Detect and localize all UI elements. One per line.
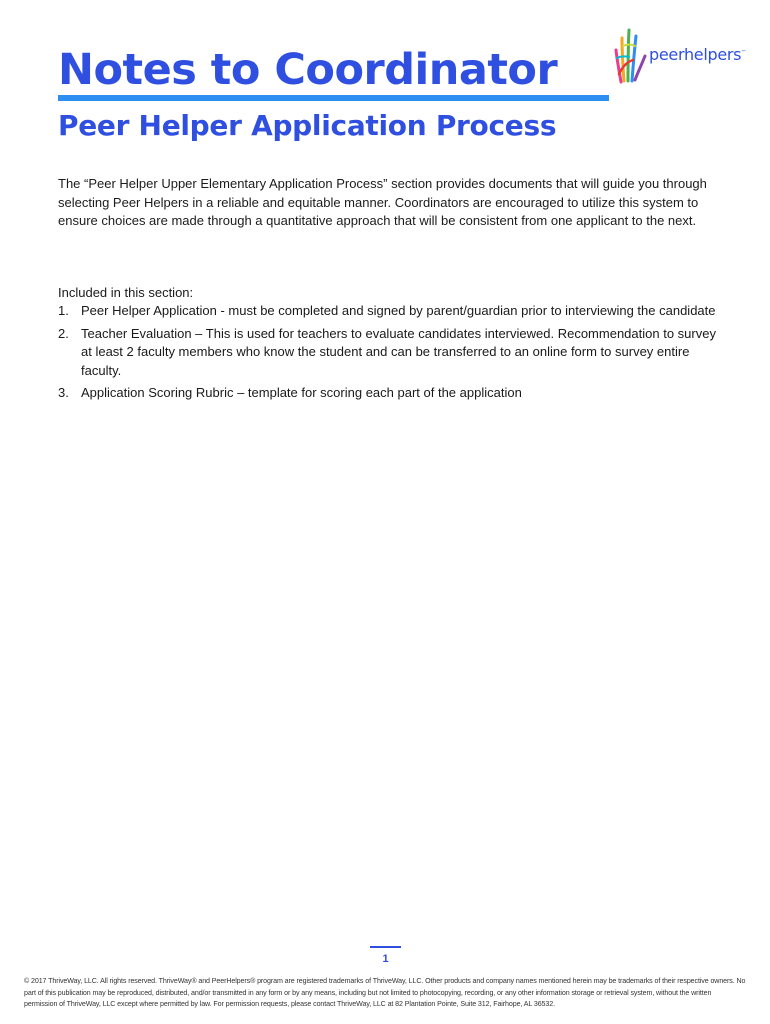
logo-wordmark: peerhelpers™	[649, 45, 746, 64]
included-items-list	[58, 302, 718, 407]
included-label: Included in this section:	[58, 285, 194, 300]
list-item-text: Teacher Evaluation – This is used for teachers to evaluate candidates interviewed. Recommendation to survey at least 2 faculty members who know the student and can be transferred to an online form to survey entire faculty.	[81, 325, 716, 378]
copyright-notice: © 2017 ThriveWay, LLC. All rights reserved. ThriveWay® and PeerHelpers® program are registered trademarks of ThriveWay, LLC. Other products and company names mentioned herein may be trademarks of their respective owners. No part of this publication may be reproduced, distributed, and/or transmitted in any form or by any means, including but not limited to photocopying, recording, or any other information storage or retrieval system, without the written permission of ThriveWay, LLC except where permitted by law. For permission requests, please contact ThriveWay, LLC at 82 Plantation Pointe, Suite 312, Fairhope, AL 36532.	[24, 977, 746, 1008]
title-underline	[58, 95, 609, 101]
page-number-rule	[370, 946, 401, 948]
list-item	[58, 325, 718, 381]
intro-paragraph: The “Peer Helper Upper Elementary Application Process” section provides documents that will guide you through selecting Peer Helpers in a reliable and equitable manner. Coordinators are encouraged to utilize this system to ensure choices are made through a quantitative approach that will be consistent from one applicant to the next.	[58, 176, 707, 228]
list-item-text: Application Scoring Rubric – template for scoring each part of the application	[81, 385, 522, 400]
peerhelpers-logo	[611, 26, 746, 86]
list-item-number: 3.	[58, 385, 69, 400]
colorful-handprint-icon	[611, 26, 649, 86]
list-item-text: Peer Helper Application - must be completed and signed by parent/guardian prior to interviewing the candidate	[81, 303, 716, 318]
section-subtitle: Peer Helper Application Process	[58, 109, 557, 142]
list-item-number: 1.	[58, 303, 69, 318]
list-item	[58, 384, 718, 403]
list-item	[58, 302, 718, 321]
list-item-number: 2.	[58, 325, 69, 341]
page-title: Notes to Coordinator	[58, 45, 558, 95]
page-number: 1	[382, 953, 389, 965]
